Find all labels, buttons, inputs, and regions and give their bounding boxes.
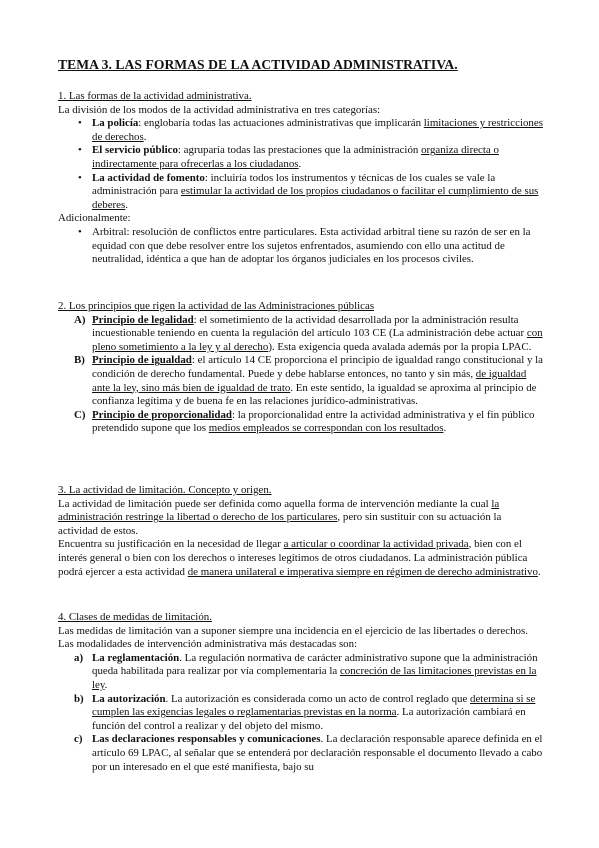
section-3-paragraph-2 bbox=[58, 538, 543, 579]
list-item-servicio-publico bbox=[58, 144, 543, 171]
section-3-paragraph-1 bbox=[58, 498, 543, 539]
list-marker: a) bbox=[74, 651, 84, 664]
text: . bbox=[125, 198, 128, 211]
underlined-text: con pleno sometimiento a la ley y al derecho bbox=[92, 327, 543, 353]
principle-igualdad bbox=[58, 354, 543, 408]
text: , bien con el interés general o bien con los derechos o intereses legítimos de otros ciudadanos. La administración pública podrá ejercer a esta actividad bbox=[58, 538, 528, 578]
list-marker: B) bbox=[74, 354, 85, 367]
additional-list bbox=[58, 226, 543, 267]
text: . bbox=[143, 130, 147, 143]
text: : incluiría todos los instrumentos y técnicas de los cuales se vale la administración para bbox=[92, 171, 496, 198]
underlined-text: la administración restringe la libertad o derecho de los particulares bbox=[58, 497, 500, 524]
underlined-text: estimular la actividad de los propios ciudadanos o facilitar el cumplimiento de sus deberes bbox=[92, 185, 539, 211]
section-4-heading: 4. Clases de medidas de limitación. bbox=[58, 611, 212, 623]
section-3 bbox=[58, 484, 543, 579]
term: Principio de proporcionalidad bbox=[92, 408, 232, 421]
text: ). Esta exigencia queda avalada además por la propia LPAC. bbox=[268, 340, 532, 353]
term: Principio de legalidad bbox=[92, 313, 194, 326]
text: . bbox=[104, 678, 108, 691]
section-2-heading: 2. Los principios que rigen la actividad de las Administraciones públicas bbox=[58, 300, 375, 312]
term: Las declaraciones responsables y comunicaciones bbox=[92, 733, 321, 746]
list-item-arbitral: • Arbitral: resolución de conflictos entre particulares. Esta actividad arbitral tiene su razón de ser en la equidad con que debe resolver entre los sujetos enfrentados, asumiendo con ello una actitud de neutralidad, idéntica a que han de adoptar los órganos judiciales en los procesos civiles. bbox=[58, 226, 543, 267]
text: . La autorización es considerada como un acto de control reglado que bbox=[165, 692, 471, 705]
principle-legalidad bbox=[58, 314, 543, 355]
principle-proporcionalidad bbox=[58, 409, 543, 436]
text: : agruparía todas las prestaciones que la administración bbox=[177, 144, 422, 157]
underlined-text: medios empleados se correspondan con los resultados bbox=[208, 422, 444, 435]
list-marker: c) bbox=[74, 733, 83, 746]
section-2 bbox=[58, 300, 543, 436]
list-item-fomento bbox=[58, 172, 543, 213]
list-marker: A) bbox=[74, 313, 86, 326]
limitation-measures-list bbox=[58, 652, 543, 774]
term: Principio de igualdad bbox=[92, 354, 192, 367]
section-1-list bbox=[58, 117, 543, 212]
list-marker: b) bbox=[74, 692, 84, 705]
additional-label: Adicionalmente: bbox=[58, 212, 131, 225]
section-3-heading: 3. La actividad de limitación. Concepto y origen. bbox=[58, 484, 272, 496]
term: La autorización bbox=[92, 692, 166, 705]
list-marker: C) bbox=[74, 408, 86, 421]
underlined-text: de igualdad ante la ley, sino más bien de igualdad de trato bbox=[92, 367, 527, 394]
term: El servicio público bbox=[92, 144, 178, 157]
underlined-text: concreción de las limitaciones previstas en la ley bbox=[92, 665, 537, 691]
underlined-text: determina si se cumplen las exigencias legales o reglamentarias previstas en la norma bbox=[92, 692, 536, 719]
term: La actividad de fomento bbox=[92, 171, 205, 184]
underlined-text: organiza directa o indirectamente para ofrecerlas a los ciudadanos bbox=[92, 144, 499, 170]
term: La reglamentación bbox=[92, 651, 180, 664]
list-item-policia bbox=[58, 117, 543, 144]
principles-list bbox=[58, 314, 543, 436]
text: . bbox=[537, 565, 541, 578]
text: . La declaración responsable aparece definida en el artículo 69 LPAC, al señalar que se entenderá por declaración responsable el documento llevado a cabo por un interesado en el que esté manifiesta, bajo su bbox=[92, 733, 543, 773]
section-4 bbox=[58, 611, 543, 774]
text: , pero sin sustituir con su actuación la actividad de estos. bbox=[58, 511, 502, 537]
text: . En este sentido, la igualdad se aproxima al principio de confianza legítima y de buena fe en las relaciones jurídico-administrativas. bbox=[92, 381, 537, 408]
measure-autorizacion bbox=[58, 693, 543, 734]
text: : el sometimiento de la actividad desarrollada por la administración resulta incuestionable teniendo en cuenta la regulación del artículo 103 CE (La administración debe actuar bbox=[92, 313, 527, 340]
text: La actividad de limitación puede ser definida como aquella forma de intervención mediante la cual bbox=[58, 497, 492, 510]
text: : la proporcionalidad entre la actividad administrativa y el fin público pretendido supone que los bbox=[92, 408, 535, 435]
text: . La autorización cambiará en función del control a realizar y del objeto del mismo. bbox=[92, 706, 526, 732]
underlined-text: de manera unilateral e imperativa siempre en régimen de derecho administrativo bbox=[187, 565, 538, 578]
section-1-intro: La división de los modos de la actividad administrativa en tres categorías: bbox=[58, 103, 381, 116]
text: . bbox=[298, 157, 302, 170]
text: Encuentra su justificación en la necesidad de llegar bbox=[58, 538, 284, 551]
section-1-heading: 1. Las formas de la actividad administrativa. bbox=[58, 90, 252, 102]
section-4-intro: Las medidas de limitación van a suponer siempre una incidencia en el ejercicio de las libertades o derechos. Las modalidades de intervención administrativa más destacadas son: bbox=[58, 624, 528, 651]
document-title: TEMA 3. LAS FORMAS DE LA ACTIVIDAD ADMINISTRATIVA. bbox=[58, 57, 458, 72]
section-1 bbox=[58, 90, 543, 267]
measure-declaraciones bbox=[58, 733, 543, 774]
underlined-text: limitaciones y restricciones de derechos bbox=[92, 117, 543, 143]
text: : el artículo 14 CE proporciona el principio de igualdad rango constitucional y la condición de derecho fundamental. Puede y debe hablarse entonces, no tanto y sin más, bbox=[92, 354, 543, 380]
measure-reglamentacion bbox=[58, 652, 543, 693]
text: . La regulación normativa de carácter administrativo supone que la administración queda habilitada para realizar por vía complementaria la bbox=[92, 651, 538, 678]
underlined-text: a articular o coordinar la actividad privada bbox=[283, 538, 469, 551]
term: La policía bbox=[92, 117, 139, 130]
text: . bbox=[443, 422, 447, 435]
text: : englobaría todas las actuaciones administrativas que implicarán bbox=[138, 117, 424, 130]
